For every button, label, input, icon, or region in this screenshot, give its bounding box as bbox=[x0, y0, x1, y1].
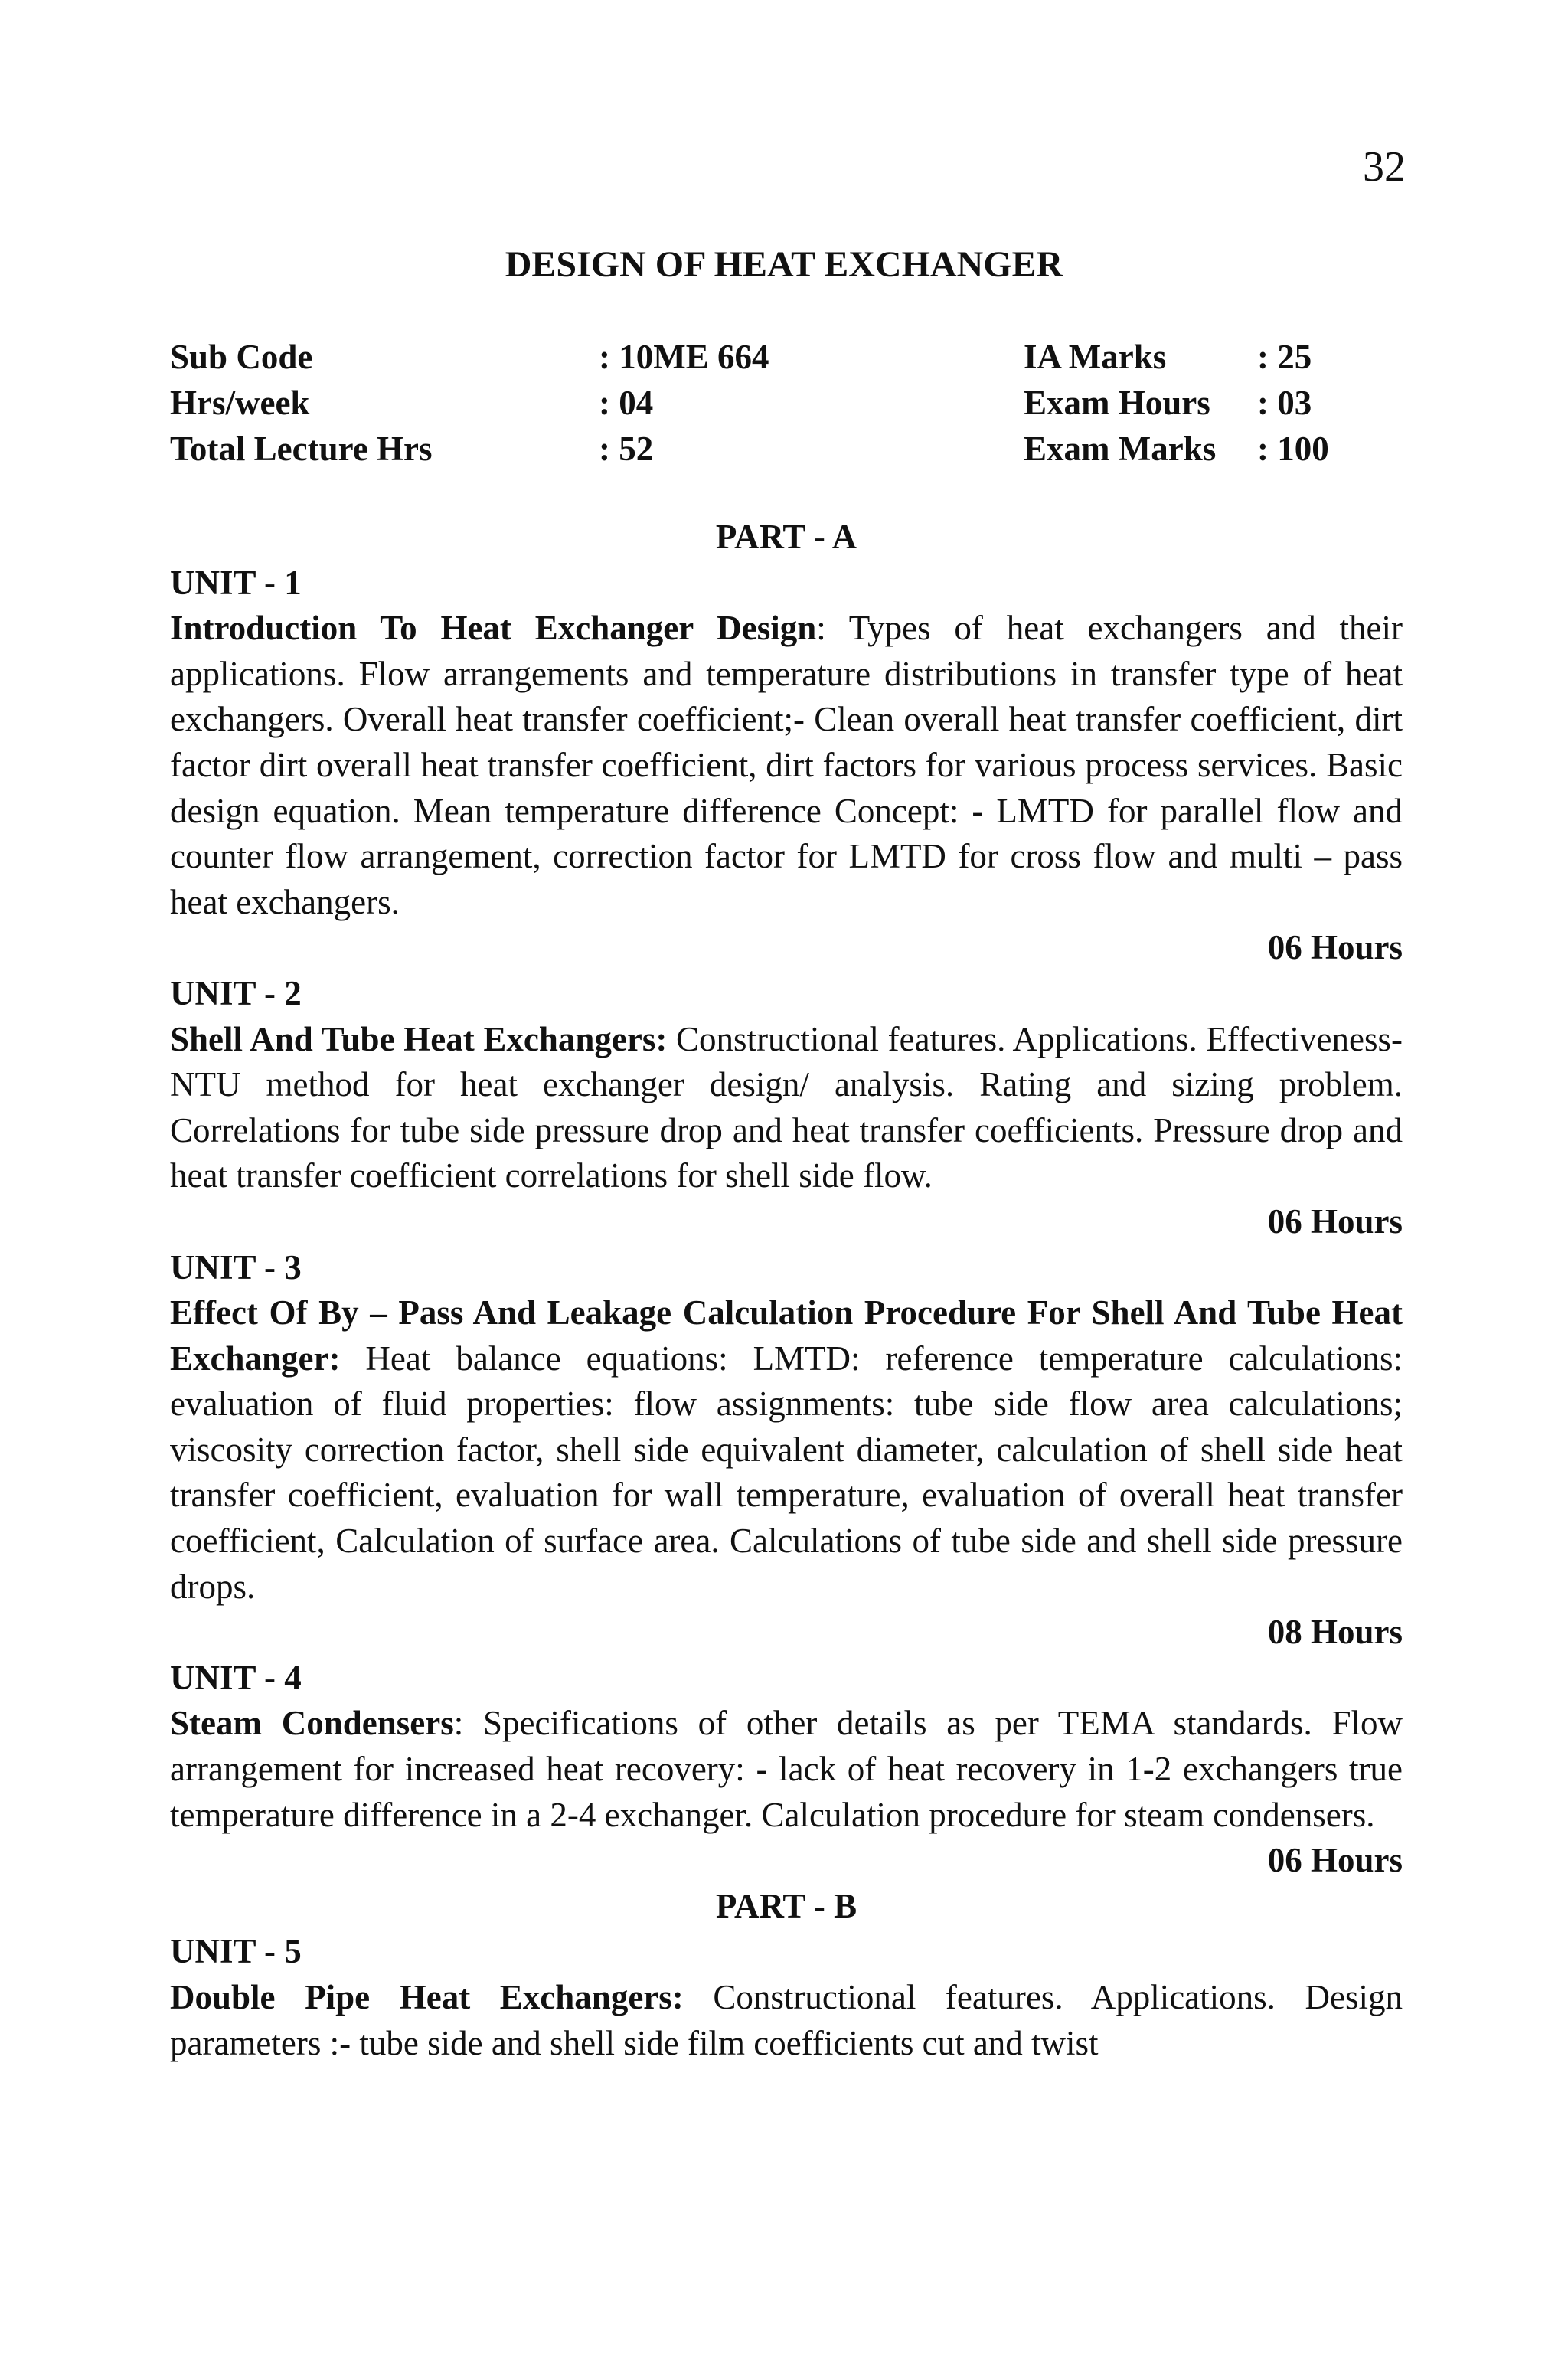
unit-1-heading: UNIT - 1 bbox=[170, 563, 302, 602]
meta-value: : 10ME 664 bbox=[599, 338, 769, 376]
syllabus-content bbox=[170, 515, 1403, 2066]
unit-4-text: Specifications of other details as per TEMA standards. Flow arrangement for increased heat recovery: - lack of heat recovery in 1-2 exchangers true temperature difference in a 2-4 exchanger. Calculation procedure for steam condensers. bbox=[170, 1704, 1403, 1834]
unit-1-topic: Introduction To Heat Exchanger Design bbox=[170, 609, 817, 648]
meta-label: IA Marks bbox=[1024, 338, 1167, 376]
unit-4-hours: 06 Hours bbox=[1267, 1841, 1403, 1880]
unit-4-description bbox=[170, 1701, 1403, 1838]
meta-label: Exam Hours bbox=[1024, 384, 1210, 422]
unit-2-description bbox=[170, 1017, 1403, 1199]
unit-4-separator: : bbox=[453, 1704, 464, 1743]
part-b-heading: PART - B bbox=[715, 1886, 858, 1925]
unit-1-text: Types of heat exchangers and their applications. Flow arrangements and temperature distributions in transfer type of heat exchangers. Overall heat transfer coefficient;- Clean overall heat transfer coefficient, dirt factor dirt overall heat transfer coefficient, dirt factors for various process services. Basic design equation. Mean temperature difference Concept: - LMTD for parallel flow and counter flow arrangement, correction factor for LMTD for cross flow and multi – pass heat exchangers. bbox=[170, 609, 1403, 921]
meta-label: Hrs/week bbox=[170, 384, 310, 422]
meta-value: : 04 bbox=[599, 384, 654, 422]
meta-label: Total Lecture Hrs bbox=[170, 430, 433, 468]
meta-label: Sub Code bbox=[170, 338, 313, 376]
unit-1-description bbox=[170, 606, 1403, 925]
page-number: 32 bbox=[1363, 143, 1406, 191]
unit-3-topic: Effect Of By – Pass And Leakage Calculation Procedure For Shell And Tube Heat Exchanger: bbox=[170, 1293, 1403, 1378]
unit-3-text: Heat balance equations: LMTD: reference temperature calculations: evaluation of fluid properties: flow assignments: tube side flow area calculations; viscosity correction factor, shell side equivalent diameter, calculation of shell side heat transfer coefficient, evaluation for wall temperature, evaluation of overall heat transfer coefficient, Calculation of surface area. Calculations of tube side and shell side pressure drops. bbox=[170, 1339, 1403, 1606]
unit-2-heading: UNIT - 2 bbox=[170, 973, 302, 1012]
page-title: DESIGN OF HEAT EXCHANGER bbox=[505, 244, 1063, 285]
meta-value: : 03 bbox=[1257, 384, 1312, 422]
meta-value: : 52 bbox=[599, 430, 654, 468]
meta-row-total-lecture bbox=[170, 426, 1410, 472]
unit-4-topic: Steam Condensers bbox=[170, 1704, 454, 1743]
unit-1-separator: : bbox=[816, 609, 826, 648]
unit-3-hours: 08 Hours bbox=[1267, 1613, 1403, 1652]
unit-5-text: Constructional features. Applications. Design parameters :- tube side and shell side film coefficients cut and twist bbox=[170, 1978, 1403, 2062]
unit-2-text: Constructional features. Applications. Effectiveness-NTU method for heat exchanger design/ analysis. Rating and sizing problem. Correlations for tube side pressure drop and heat transfer coefficients. Pressure drop and heat transfer coefficient correlations for shell side flow. bbox=[170, 1019, 1403, 1195]
unit-2-topic: Shell And Tube Heat Exchangers: bbox=[170, 1019, 668, 1058]
course-meta-table bbox=[170, 334, 1410, 472]
unit-4-heading: UNIT - 4 bbox=[170, 1658, 302, 1697]
meta-value: : 25 bbox=[1257, 338, 1312, 376]
part-a-heading: PART - A bbox=[715, 518, 858, 556]
unit-3-description bbox=[170, 1290, 1403, 1610]
unit-5-topic: Double Pipe Heat Exchangers: bbox=[170, 1978, 684, 2016]
meta-row-hrs-week bbox=[170, 380, 1410, 426]
meta-value: : 100 bbox=[1257, 430, 1329, 468]
meta-row-sub-code bbox=[170, 334, 1410, 380]
unit-5-heading: UNIT - 5 bbox=[170, 1932, 302, 1971]
meta-label: Exam Marks bbox=[1024, 430, 1217, 468]
unit-1-hours: 06 Hours bbox=[1267, 928, 1403, 967]
unit-2-hours: 06 Hours bbox=[1267, 1202, 1403, 1241]
unit-5-description bbox=[170, 1975, 1403, 2066]
unit-3-heading: UNIT - 3 bbox=[170, 1247, 302, 1287]
